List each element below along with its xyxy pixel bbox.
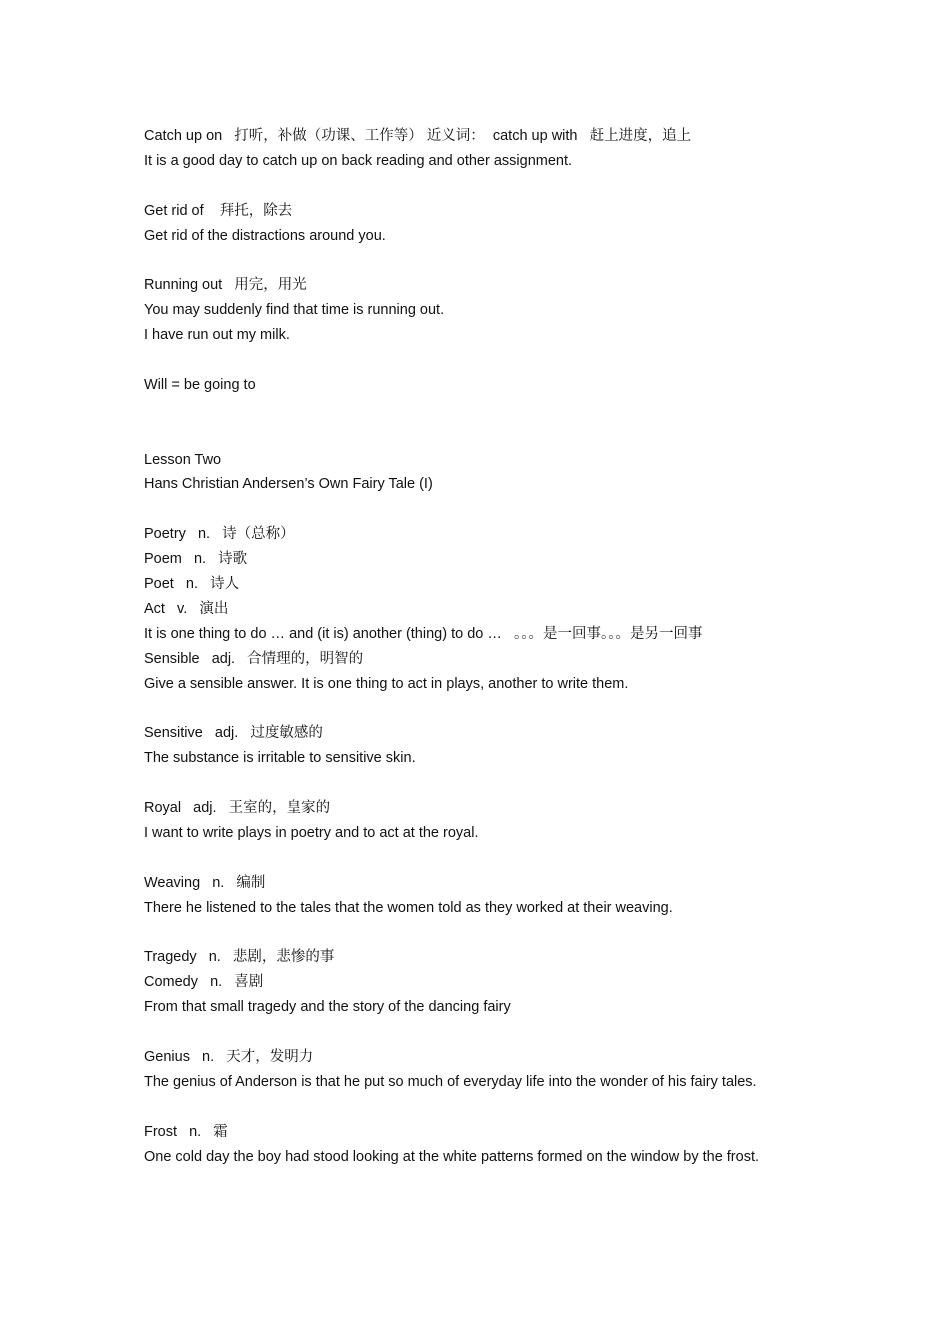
lesson-title: Lesson Two	[144, 451, 222, 468]
blank-line	[144, 248, 824, 273]
blank-line	[144, 771, 824, 796]
vocab-entry: Frost n. 霜	[144, 1123, 228, 1140]
vocab-entry: Poetry n. 诗（总称）	[144, 526, 295, 543]
vocab-entry: Sensible adj. 合情理的，明智的	[144, 650, 364, 667]
text-line: It is one thing to do … and (it is) another (thing) to do … 。。。是一回事。。。是另一回事	[144, 625, 703, 642]
blank-line	[144, 348, 824, 373]
blank-line	[144, 423, 824, 448]
vocab-entry: Weaving n. 编制	[144, 874, 266, 891]
example-sentence: There he listened to the tales that the women told as they worked at their weaving.	[144, 899, 673, 916]
blank-line	[144, 921, 824, 946]
blank-line	[144, 696, 824, 721]
blank-line	[144, 497, 824, 522]
text-line: Get rid of the distractions around you.	[144, 227, 386, 244]
vocab-entry: Sensitive adj. 过度敏感的	[144, 725, 323, 742]
text-line: I have run out my milk.	[144, 327, 290, 344]
vocab-entry: Royal adj. 王室的，皇家的	[144, 800, 331, 817]
blank-line	[144, 846, 824, 871]
text-line: Will = be going to	[144, 376, 256, 393]
vocab-entry: Genius n. 天才，发明力	[144, 1048, 314, 1065]
lesson-subtitle: Hans Christian Andersen’s Own Fairy Tale (I)	[144, 476, 433, 493]
text-line: Catch up on 打听，补做（功课、工作等） 近义词： catch up with 赶上进度，追上	[144, 128, 692, 144]
text-line: You may suddenly find that time is running out.	[144, 302, 445, 319]
example-sentence: Give a sensible answer. It is one thing to act in plays, another to write them.	[144, 675, 629, 692]
text-line: Get rid of 拜托，除去	[144, 202, 293, 219]
vocab-entry: Tragedy n. 悲剧，悲惨的事	[144, 949, 335, 966]
vocab-entry: Comedy n. 喜剧	[144, 974, 264, 991]
example-sentence: I want to write plays in poetry and to act at the royal.	[144, 824, 479, 841]
example-sentence: The genius of Anderson is that he put so much of everyday life into the wonder of his fairy tales.	[144, 1073, 757, 1090]
blank-line	[144, 174, 824, 199]
text-line: Running out 用完，用光	[144, 277, 307, 294]
vocab-entry: Poem n. 诗歌	[144, 551, 248, 568]
vocab-entry: Act v. 演出	[144, 600, 229, 617]
document-body	[144, 124, 824, 1169]
example-sentence: One cold day the boy had stood looking at the white patterns formed on the window by the frost.	[144, 1148, 760, 1165]
example-sentence: From that small tragedy and the story of the dancing fairy	[144, 999, 511, 1016]
blank-line	[144, 1095, 824, 1120]
vocab-entry: Poet n. 诗人	[144, 576, 240, 593]
blank-line	[144, 398, 824, 423]
blank-line	[144, 1020, 824, 1045]
example-sentence: The substance is irritable to sensitive skin.	[144, 750, 416, 767]
text-line: It is a good day to catch up on back reading and other assignment.	[144, 152, 573, 169]
